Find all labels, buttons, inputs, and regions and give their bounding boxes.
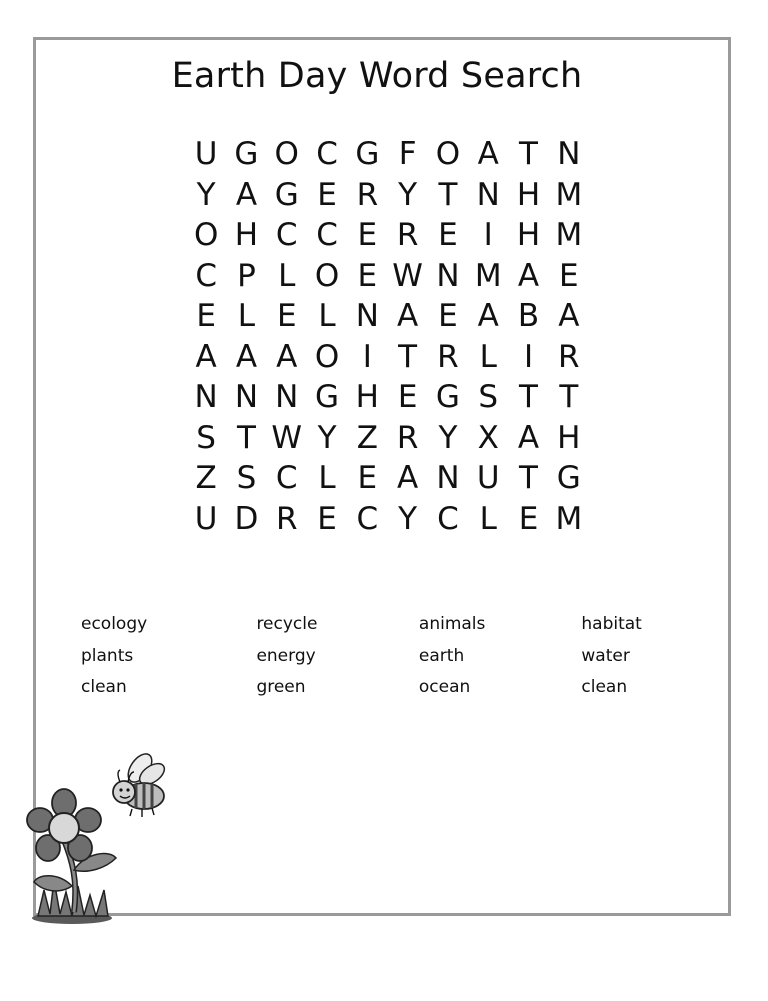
grid-letter: E: [438, 217, 458, 253]
grid-letter: C: [356, 500, 379, 537]
grid-row: [186, 377, 589, 418]
word-item: clean: [581, 677, 628, 697]
grid-letter: D: [234, 500, 259, 537]
word-item: green: [256, 677, 306, 697]
letter-grid: [186, 134, 589, 539]
page-title: Earth Day Word Search: [171, 56, 583, 96]
grid-letter: N: [194, 379, 218, 415]
grid-letter: H: [234, 217, 259, 253]
grid-letter: A: [397, 460, 419, 496]
grid-letter: E: [438, 298, 458, 334]
grid-letter: S: [236, 460, 257, 496]
grid-letter: G: [556, 460, 581, 496]
grid-row: [186, 418, 589, 459]
grid-letter: I: [362, 338, 372, 375]
grid-letter: C: [275, 217, 298, 253]
grid-letter: E: [357, 460, 378, 496]
grid-letter: W: [271, 419, 303, 456]
grid-letter: R: [275, 500, 298, 537]
grid-letter: I: [523, 338, 534, 375]
grid-letter: A: [195, 338, 217, 375]
grid-letter: T: [559, 379, 579, 415]
word-item: ecology: [81, 614, 148, 634]
grid-letter: Z: [356, 419, 378, 456]
grid-row: [186, 215, 589, 256]
grid-letter: Y: [438, 419, 458, 456]
grid-row: [186, 175, 589, 216]
grid-letter: E: [357, 257, 378, 294]
grid-letter: C: [316, 136, 338, 172]
word-item: water: [581, 645, 630, 666]
grid-letter: H: [355, 379, 379, 415]
grid-letter: L: [237, 298, 256, 334]
grid-letter: W: [392, 257, 423, 294]
grid-letter: X: [477, 419, 499, 456]
grid-letter: E: [196, 298, 216, 334]
grid-letter: N: [234, 379, 259, 415]
grid-letter: M: [555, 217, 583, 253]
grid-letter: O: [314, 338, 340, 375]
grid-letter: U: [194, 136, 218, 172]
grid-letter: A: [558, 298, 580, 334]
grid-letter: G: [274, 176, 299, 213]
grid-letter: A: [276, 338, 298, 375]
grid-row: [186, 337, 589, 378]
word-list-row: [81, 644, 701, 676]
flower-icon: [27, 789, 101, 861]
word-item: energy: [256, 645, 316, 666]
grid-letter: F: [398, 136, 417, 172]
grid-letter: R: [437, 338, 459, 375]
grid-letter: L: [318, 460, 336, 496]
grid-letter: E: [559, 257, 579, 294]
grid-letter: N: [557, 136, 581, 172]
word-item: habitat: [581, 614, 642, 634]
grid-letter: T: [398, 338, 418, 375]
grid-letter: L: [479, 338, 497, 375]
grid-letter: G: [435, 379, 460, 415]
grid-letter: R: [396, 217, 419, 253]
grid-letter: R: [558, 338, 580, 375]
grid-letter: E: [317, 500, 337, 537]
flower-bee-decoration: [20, 740, 170, 930]
word-list-row: [81, 612, 701, 644]
grid-letter: C: [275, 460, 298, 496]
grid-letter: M: [474, 257, 502, 294]
grid-letter: U: [476, 460, 500, 496]
grid-letter: L: [318, 298, 336, 334]
grid-letter: O: [314, 257, 340, 294]
grid-letter: A: [517, 257, 540, 294]
grid-letter: A: [235, 176, 258, 213]
grid-letter: M: [555, 176, 583, 213]
grid-letter: A: [517, 419, 540, 456]
grid-row: [186, 458, 589, 499]
grid-letter: E: [276, 298, 297, 334]
grid-letter: S: [196, 419, 216, 456]
grid-row: [186, 296, 589, 337]
grid-letter: Y: [398, 500, 418, 537]
grid-letter: A: [477, 136, 499, 172]
bee-icon: [113, 750, 168, 817]
grid-letter: N: [476, 176, 500, 213]
word-item: clean: [81, 677, 127, 697]
grid-letter: N: [275, 379, 299, 415]
word-item: animals: [418, 614, 486, 634]
grid-letter: P: [237, 257, 256, 294]
grid-letter: T: [236, 419, 256, 456]
grid-letter: Z: [195, 460, 217, 496]
grid-letter: C: [437, 500, 459, 537]
grid-letter: E: [518, 500, 539, 537]
grid-letter: M: [555, 500, 583, 537]
grid-letter: T: [519, 379, 538, 415]
grid-letter: N: [436, 460, 460, 496]
grid-letter: N: [355, 298, 379, 334]
grid-row: [186, 134, 589, 175]
grid-letter: T: [438, 176, 458, 213]
grid-letter: G: [234, 136, 259, 172]
grid-row: [186, 499, 589, 540]
grid-letter: A: [477, 298, 499, 334]
grid-letter: R: [356, 176, 379, 213]
grid-letter: U: [194, 500, 218, 537]
grid-letter: C: [195, 257, 217, 294]
grid-letter: S: [478, 379, 499, 415]
grid-letter: I: [483, 217, 493, 253]
grid-row: [186, 256, 589, 297]
grid-letter: O: [274, 136, 299, 172]
grid-letter: H: [516, 176, 541, 213]
grid-letter: A: [397, 298, 419, 334]
grid-letter: E: [397, 379, 418, 415]
grid-letter: L: [278, 257, 296, 294]
grid-letter: Y: [398, 176, 418, 213]
grid-letter: T: [519, 460, 538, 496]
grid-letter: G: [315, 379, 340, 415]
grid-letter: T: [519, 136, 538, 172]
grid-letter: N: [436, 257, 460, 294]
grid-letter: A: [235, 338, 258, 375]
grid-letter: H: [516, 217, 541, 253]
grid-letter: B: [517, 298, 540, 334]
grid-letter: H: [557, 419, 581, 456]
grid-letter: O: [193, 217, 219, 253]
word-item: earth: [418, 645, 465, 666]
word-item: ocean: [418, 677, 471, 697]
grid-letter: L: [479, 500, 497, 537]
grid-letter: Y: [317, 419, 337, 456]
word-list: [81, 612, 701, 707]
grid-letter: Y: [196, 176, 216, 213]
grid-letter: E: [357, 217, 378, 253]
grid-letter: E: [317, 176, 337, 213]
grid-letter: R: [396, 419, 419, 456]
grid-letter: O: [435, 136, 461, 172]
grid-letter: C: [316, 217, 338, 253]
word-list-row: [81, 675, 701, 707]
word-item: recycle: [256, 614, 318, 634]
grid-letter: G: [355, 136, 380, 172]
word-item: plants: [81, 645, 134, 666]
